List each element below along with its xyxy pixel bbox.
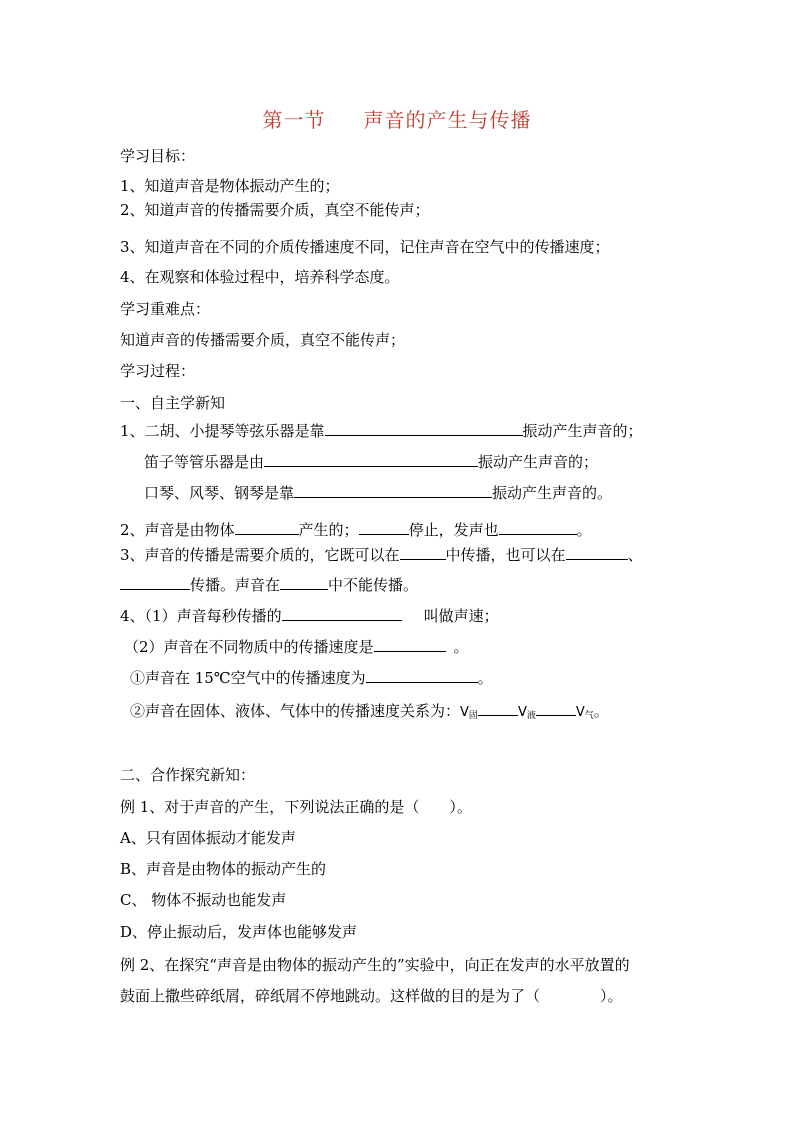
goal-item-4: 4、在观察和体验过程中，培养科学态度。 bbox=[120, 268, 400, 286]
blank[interactable] bbox=[566, 544, 628, 560]
blank[interactable] bbox=[325, 420, 523, 436]
example1-option-d: D、停止振动后，发声体也能够发声 bbox=[120, 923, 358, 941]
blank[interactable] bbox=[366, 667, 478, 683]
blank[interactable] bbox=[536, 700, 576, 716]
q1-strings: 1、二胡、小提琴等弦乐器是靠 振动产生声音的； bbox=[120, 422, 643, 440]
goal-item-3: 3、知道声音在不同的介质传播速度不同，记住声音在空气中的传播速度； bbox=[120, 238, 610, 256]
blank[interactable] bbox=[264, 451, 478, 467]
key-points-text: 知道声音的传播需要介质，真空不能传声； bbox=[120, 331, 406, 349]
blank[interactable] bbox=[235, 519, 299, 535]
blank[interactable] bbox=[294, 482, 492, 498]
key-points-heading: 学习重难点： bbox=[120, 300, 211, 318]
goal-item-1: 1、知道声音是物体振动产生的； bbox=[120, 177, 340, 195]
example2-line2: 鼓面上撒些碎纸屑，碎纸屑不停地跳动。这样做的目的是为了（ ）。 bbox=[120, 987, 623, 1005]
blank[interactable] bbox=[282, 605, 402, 621]
blank[interactable] bbox=[120, 574, 190, 590]
q4-part3: ①声音在 15℃空气中的传播速度为 。 bbox=[130, 669, 493, 687]
blank[interactable] bbox=[478, 700, 518, 716]
goal-item-2: 2、知道声音的传播需要介质，真空不能传声； bbox=[120, 201, 430, 219]
q4-part1: 4、（1）声音每秒传播的 叫做声速； bbox=[120, 607, 499, 625]
section2-heading: 二、合作探究新知： bbox=[120, 766, 256, 784]
blank[interactable] bbox=[374, 636, 446, 652]
section1-heading: 一、自主学新知 bbox=[120, 394, 226, 412]
example2-line1: 例 2、在探究“声音是由物体的振动产生的”实验中，向正在发声的水平放置的 bbox=[120, 956, 630, 974]
page-title bbox=[0, 104, 794, 133]
process-heading: 学习过程： bbox=[120, 362, 196, 380]
example1-option-c: C、 物体不振动也能发声 bbox=[120, 891, 287, 909]
title-topic: 声音的产生与传播 bbox=[363, 108, 532, 132]
q1-winds: 笛子等管乐器是由 振动产生声音的； bbox=[144, 453, 599, 471]
example1-option-b: B、声音是由物体的振动产生的 bbox=[120, 860, 327, 878]
blank[interactable] bbox=[280, 574, 328, 590]
blank[interactable] bbox=[499, 519, 577, 535]
q3-line2: 传播。声音在 中不能传播。 bbox=[120, 574, 418, 595]
q3-line1: 3、声音的传播是需要介质的，它既可以在 中传播，也可以在 、 bbox=[120, 546, 643, 564]
q4-part2: （2）声音在不同物质中的传播速度是 。 bbox=[124, 638, 469, 656]
q1-keyboards: 口琴、风琴、钢琴是靠 振动产生声音的。 bbox=[144, 484, 613, 502]
q2: 2、声音是由物体 产生的； 停止，发声也 。 bbox=[120, 521, 592, 539]
goals-heading: 学习目标： bbox=[120, 147, 196, 165]
example1-option-a: A、只有固体振动才能发声 bbox=[120, 829, 296, 847]
title-section-number: 第一节 bbox=[262, 108, 326, 132]
example1-question: 例 1、对于声音的产生，下列说法正确的是（ ）。 bbox=[120, 798, 472, 816]
blank[interactable] bbox=[359, 519, 409, 535]
blank[interactable] bbox=[400, 544, 446, 560]
q4-part4: ②声音在固体、液体、气体中的传播速度关系为：V固 V液 V气。 bbox=[130, 702, 609, 721]
